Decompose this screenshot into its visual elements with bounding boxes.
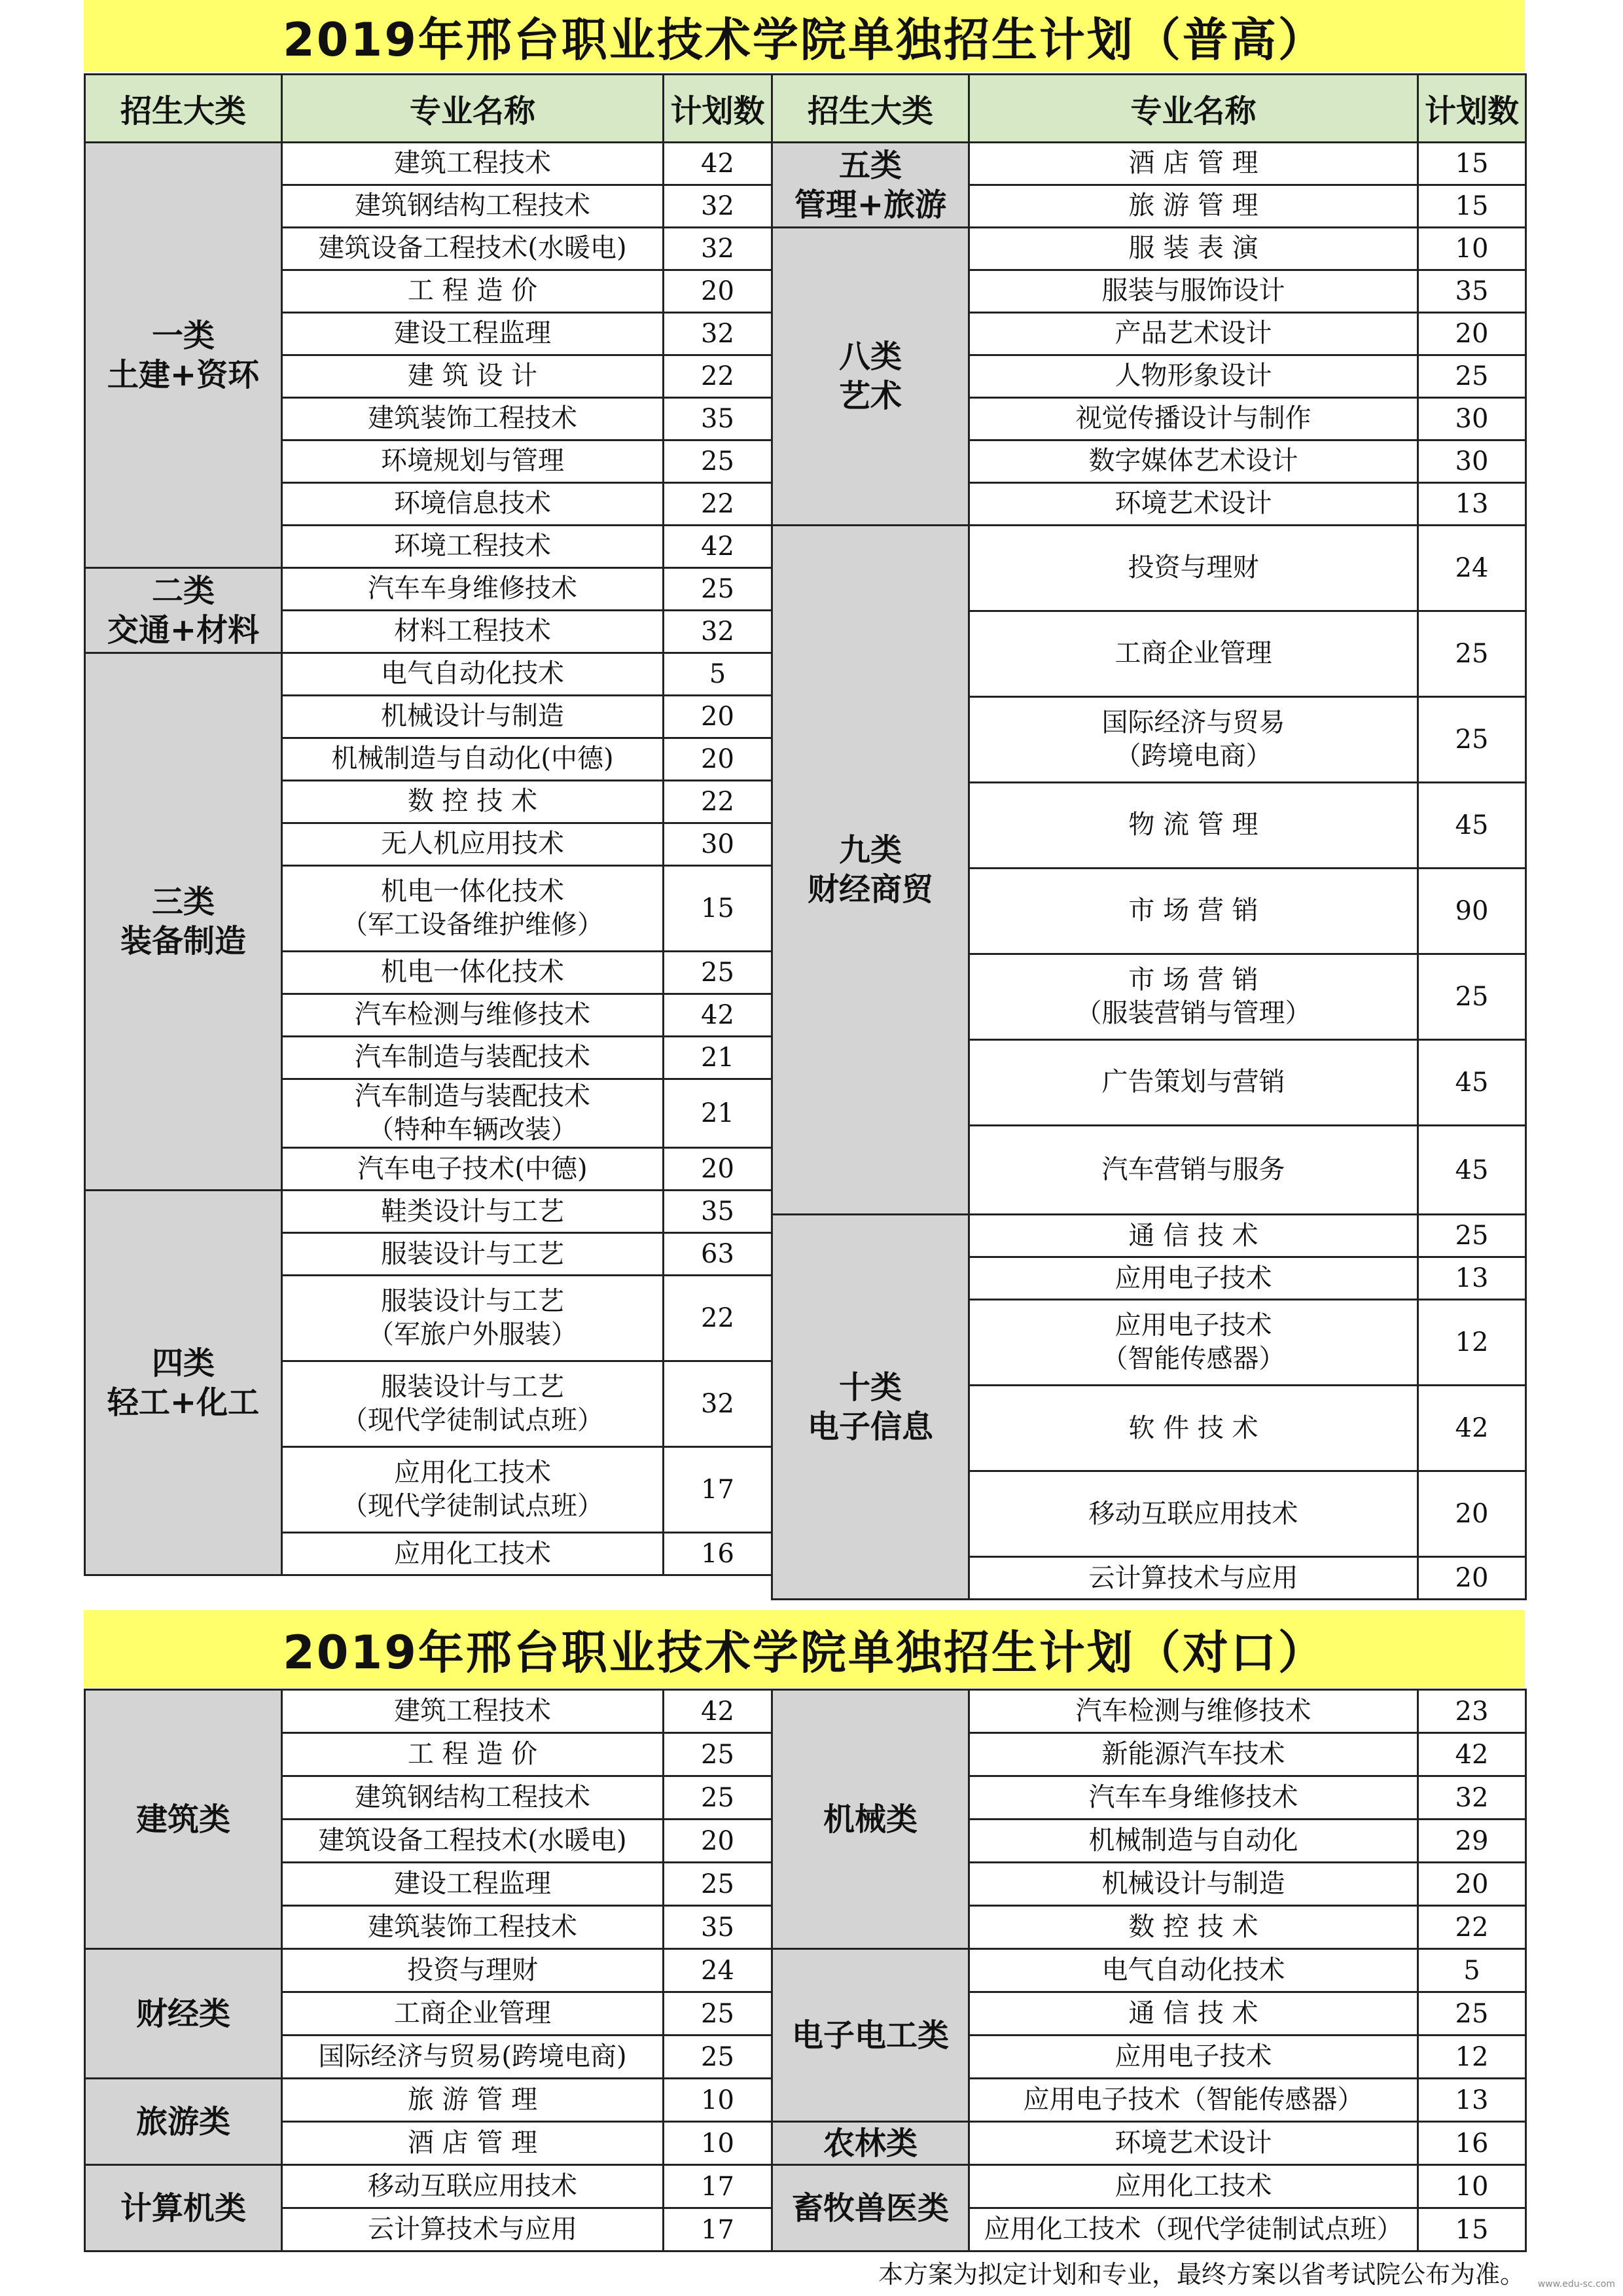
major-name-cell: 建筑钢结构工程技术: [282, 1776, 664, 1820]
category-cell: 建筑类: [85, 1690, 282, 1949]
plan-count-cell: 24: [1418, 526, 1526, 611]
major-name-cell: 机电一体化技术: [282, 952, 664, 994]
plan-count-cell: 32: [664, 228, 772, 270]
plan-count-cell: 12: [1418, 1300, 1526, 1386]
plan-count-cell: 25: [664, 440, 772, 483]
plan-count-cell: 21: [664, 1037, 772, 1079]
major-name-cell: 应用电子技术: [969, 2036, 1418, 2079]
plan-count-cell: 30: [664, 823, 772, 866]
major-name-cell: 环境艺术设计: [969, 483, 1418, 526]
major-name-cell: 应用化工技术 （现代学徒制试点班）: [282, 1447, 664, 1533]
table-row: [85, 143, 1526, 185]
plan-count-cell: 32: [664, 185, 772, 228]
plan-count-cell: 17: [664, 2165, 772, 2208]
plan-count-cell: 20: [664, 738, 772, 781]
category-cell: 财经类: [85, 1949, 282, 2079]
plan-count-cell: 25: [1418, 954, 1526, 1040]
category-cell: 三类 装备制造: [85, 653, 282, 1191]
plan-count-cell: 20: [664, 270, 772, 313]
major-name-cell: 环境规划与管理: [282, 440, 664, 483]
major-name-cell: 云计算技术与应用: [969, 1557, 1418, 1600]
plan-count-cell: 25: [664, 952, 772, 994]
major-name-cell: 汽车制造与装配技术 （特种车辆改装）: [282, 1079, 664, 1148]
major-name-cell: 视觉传播设计与制作: [969, 398, 1418, 440]
major-name-cell: 汽车电子技术(中德): [282, 1148, 664, 1191]
major-name-cell: 应用化工技术（现代学徒制试点班）: [969, 2208, 1418, 2251]
category-cell: 农林类: [772, 2122, 969, 2165]
major-name-cell: 旅 游 管 理: [969, 185, 1418, 228]
plan-count-cell: 5: [1418, 1949, 1526, 1992]
plan-count-cell: 42: [664, 143, 772, 185]
plan-count-cell: 45: [1418, 783, 1526, 869]
plan-count-cell: 25: [664, 568, 772, 611]
header-count: 计划数: [664, 75, 772, 143]
major-name-cell: 建筑钢结构工程技术: [282, 185, 664, 228]
major-name-cell: 应用电子技术（智能传感器）: [969, 2079, 1418, 2122]
category-cell: 二类 交通+材料: [85, 568, 282, 653]
plan-count-cell: 42: [1418, 1386, 1526, 1471]
plan-count-cell: 25: [664, 1863, 772, 1906]
major-name-cell: 应用化工技术: [282, 1533, 664, 1575]
plan-count-cell: 20: [1418, 1863, 1526, 1906]
plan-count-cell: 32: [1418, 1776, 1526, 1820]
major-name-cell: 服装设计与工艺 （军旅户外服装）: [282, 1276, 664, 1361]
plan-count-cell: 42: [1418, 1733, 1526, 1776]
plan-count-cell: 5: [664, 653, 772, 696]
plan-count-cell: 17: [664, 1447, 772, 1533]
plan-count-cell: 10: [664, 2122, 772, 2165]
major-name-cell: 建设工程监理: [282, 313, 664, 355]
major-name-cell: 工 程 造 价: [282, 1733, 664, 1776]
category-cell: 四类 轻工+化工: [85, 1191, 282, 1575]
plan-count-cell: 15: [664, 866, 772, 952]
category-cell: 计算机类: [85, 2165, 282, 2251]
plan-count-cell: 16: [1418, 2122, 1526, 2165]
major-name-cell: 服 装 表 演: [969, 228, 1418, 270]
major-name-cell: 物 流 管 理: [969, 783, 1418, 869]
major-name-cell: 数字媒体艺术设计: [969, 440, 1418, 483]
plan-count-cell: 15: [1418, 143, 1526, 185]
major-name-cell: 市 场 营 销: [969, 869, 1418, 954]
table-row: [85, 2122, 1526, 2165]
major-name-cell: 云计算技术与应用: [282, 2208, 664, 2251]
major-name-cell: 市 场 营 销 （服装营销与管理）: [969, 954, 1418, 1040]
plan-count-cell: 15: [1418, 2208, 1526, 2251]
major-name-cell: 应用电子技术 （智能传感器）: [969, 1300, 1418, 1386]
major-name-cell: 工商企业管理: [969, 611, 1418, 697]
major-name-cell: 服装设计与工艺: [282, 1233, 664, 1276]
major-name-cell: 环境工程技术: [282, 526, 664, 568]
plan-count-cell: 25: [664, 1992, 772, 2036]
major-name-cell: 酒 店 管 理: [969, 143, 1418, 185]
plan-count-cell: 24: [664, 1949, 772, 1992]
major-name-cell: 汽车车身维修技术: [969, 1776, 1418, 1820]
major-name-cell: 旅 游 管 理: [282, 2079, 664, 2122]
category-cell: 九类 财经商贸: [772, 526, 969, 1215]
category-cell: 五类 管理+旅游: [772, 143, 969, 228]
major-name-cell: 材料工程技术: [282, 611, 664, 653]
major-name-cell: 汽车检测与维修技术: [282, 994, 664, 1037]
major-name-cell: 工商企业管理: [282, 1992, 664, 2036]
major-name-cell: 通 信 技 术: [969, 1215, 1418, 1257]
plan-count-cell: 20: [664, 696, 772, 738]
plan-count-cell: 25: [1418, 611, 1526, 697]
category-cell: 八类 艺术: [772, 228, 969, 526]
plan-count-cell: 25: [1418, 1992, 1526, 2036]
table-row: [85, 2165, 1526, 2208]
plan-count-cell: 25: [1418, 1215, 1526, 1257]
plan-count-cell: 13: [1418, 2079, 1526, 2122]
plan-count-cell: 20: [1418, 1471, 1526, 1557]
category-cell: 电子电工类: [772, 1949, 969, 2122]
plan-count-cell: 10: [664, 2079, 772, 2122]
plan-count-cell: 17: [664, 2208, 772, 2251]
header-category: 招生大类: [85, 75, 282, 143]
plan-count-cell: 22: [1418, 1906, 1526, 1949]
table-row: [85, 228, 1526, 270]
major-name-cell: 建筑设备工程技术(水暖电): [282, 228, 664, 270]
plan-count-cell: 29: [1418, 1820, 1526, 1863]
category-cell: 十类 电子信息: [772, 1215, 969, 1600]
plan-count-cell: 16: [664, 1533, 772, 1575]
plan-count-cell: 42: [664, 526, 772, 568]
major-name-cell: 建筑工程技术: [282, 143, 664, 185]
major-name-cell: 建筑设备工程技术(水暖电): [282, 1820, 664, 1863]
plan-count-cell: 45: [1418, 1126, 1526, 1215]
table-row: [85, 1690, 1526, 1733]
major-name-cell: 通 信 技 术: [969, 1992, 1418, 2036]
major-name-cell: 国际经济与贸易(跨境电商): [282, 2036, 664, 2079]
table-row: [85, 526, 1526, 568]
major-name-cell: 投资与理财: [282, 1949, 664, 1992]
major-name-cell: 投资与理财: [969, 526, 1418, 611]
plan-count-cell: 21: [664, 1079, 772, 1148]
major-name-cell: 软 件 技 术: [969, 1386, 1418, 1471]
major-name-cell: 环境信息技术: [282, 483, 664, 526]
plan-count-cell: 22: [664, 781, 772, 823]
category-cell: 畜牧兽医类: [772, 2165, 969, 2251]
major-name-cell: 汽车检测与维修技术: [969, 1690, 1418, 1733]
major-name-cell: 应用化工技术: [969, 2165, 1418, 2208]
category-cell: 旅游类: [85, 2079, 282, 2165]
header-major: 专业名称: [282, 75, 664, 143]
category-cell: 机械类: [772, 1690, 969, 1949]
plan-count-cell: 42: [664, 1690, 772, 1733]
plan-count-cell: 20: [664, 1820, 772, 1863]
title-general: 2019年邢台职业技术学院单独招生计划（普高）: [84, 0, 1525, 72]
major-name-cell: 机械制造与自动化(中德): [282, 738, 664, 781]
plan-count-cell: 23: [1418, 1690, 1526, 1733]
major-name-cell: 机电一体化技术 （军工设备维护维修）: [282, 866, 664, 952]
plan-count-cell: 35: [664, 398, 772, 440]
major-name-cell: 酒 店 管 理: [282, 2122, 664, 2165]
major-name-cell: 移动互联应用技术: [969, 1471, 1418, 1557]
plan-table-general: [84, 73, 1527, 1600]
plan-count-cell: 10: [1418, 228, 1526, 270]
major-name-cell: 汽车营销与服务: [969, 1126, 1418, 1215]
plan-count-cell: 25: [664, 1776, 772, 1820]
major-name-cell: 鞋类设计与工艺: [282, 1191, 664, 1233]
major-name-cell: 国际经济与贸易 （跨境电商）: [969, 697, 1418, 783]
major-name-cell: 广告策划与营销: [969, 1040, 1418, 1126]
plan-count-cell: 22: [664, 355, 772, 398]
plan-count-cell: 45: [1418, 1040, 1526, 1126]
plan-count-cell: 32: [664, 1361, 772, 1447]
major-name-cell: 人物形象设计: [969, 355, 1418, 398]
major-name-cell: 建筑装饰工程技术: [282, 1906, 664, 1949]
major-name-cell: 数 控 技 术: [969, 1906, 1418, 1949]
footnote: 本方案为拟定计划和专业，最终方案以省考试院公布为准。: [878, 2260, 1525, 2289]
plan-count-cell: 13: [1418, 1257, 1526, 1300]
plan-table-vocational: [84, 1689, 1527, 2252]
major-name-cell: 汽车制造与装配技术: [282, 1037, 664, 1079]
plan-count-cell: 15: [1418, 185, 1526, 228]
plan-count-cell: 25: [1418, 355, 1526, 398]
plan-count-cell: 25: [1418, 697, 1526, 783]
plan-count-cell: 42: [664, 994, 772, 1037]
plan-count-cell: 25: [664, 1733, 772, 1776]
major-name-cell: 工 程 造 价: [282, 270, 664, 313]
plan-count-cell: 13: [1418, 483, 1526, 526]
header-count: 计划数: [1418, 75, 1526, 143]
major-name-cell: 无人机应用技术: [282, 823, 664, 866]
major-name-cell: 机械设计与制造: [282, 696, 664, 738]
plan-count-cell: 12: [1418, 2036, 1526, 2079]
major-name-cell: 汽车车身维修技术: [282, 568, 664, 611]
plan-count-cell: 32: [664, 611, 772, 653]
major-name-cell: 移动互联应用技术: [282, 2165, 664, 2208]
watermark: www.edu-sc.com: [1537, 2279, 1615, 2289]
header-category: 招生大类: [772, 75, 969, 143]
major-name-cell: 服装设计与工艺 （现代学徒制试点班）: [282, 1361, 664, 1447]
table-row: [85, 1949, 1526, 1992]
plan-count-cell: 10: [1418, 2165, 1526, 2208]
plan-count-cell: 30: [1418, 398, 1526, 440]
header-major: 专业名称: [969, 75, 1418, 143]
major-name-cell: 机械制造与自动化: [969, 1820, 1418, 1863]
major-name-cell: 环境艺术设计: [969, 2122, 1418, 2165]
major-name-cell: 建 筑 设 计: [282, 355, 664, 398]
major-name-cell: 机械设计与制造: [969, 1863, 1418, 1906]
plan-count-cell: 32: [664, 313, 772, 355]
plan-count-cell: 30: [1418, 440, 1526, 483]
plan-count-cell: 25: [664, 2036, 772, 2079]
plan-count-cell: 20: [664, 1148, 772, 1191]
plan-count-cell: 22: [664, 1276, 772, 1361]
major-name-cell: 服装与服饰设计: [969, 270, 1418, 313]
plan-count-cell: 20: [1418, 1557, 1526, 1600]
plan-count-cell: 35: [664, 1191, 772, 1233]
major-name-cell: 新能源汽车技术: [969, 1733, 1418, 1776]
plan-count-cell: 20: [1418, 313, 1526, 355]
category-cell: 一类 土建+资环: [85, 143, 282, 568]
header-row: [85, 75, 1526, 143]
major-name-cell: 数 控 技 术: [282, 781, 664, 823]
plan-count-cell: 22: [664, 483, 772, 526]
major-name-cell: 建筑工程技术: [282, 1690, 664, 1733]
plan-count-cell: 35: [664, 1906, 772, 1949]
major-name-cell: 建设工程监理: [282, 1863, 664, 1906]
major-name-cell: 电气自动化技术: [969, 1949, 1418, 1992]
major-name-cell: 电气自动化技术: [282, 653, 664, 696]
major-name-cell: 应用电子技术: [969, 1257, 1418, 1300]
plan-count-cell: 63: [664, 1233, 772, 1276]
plan-count-cell: 90: [1418, 869, 1526, 954]
major-name-cell: 产品艺术设计: [969, 313, 1418, 355]
major-name-cell: 建筑装饰工程技术: [282, 398, 664, 440]
title-vocational: 2019年邢台职业技术学院单独招生计划（对口）: [84, 1610, 1525, 1687]
plan-count-cell: 35: [1418, 270, 1526, 313]
